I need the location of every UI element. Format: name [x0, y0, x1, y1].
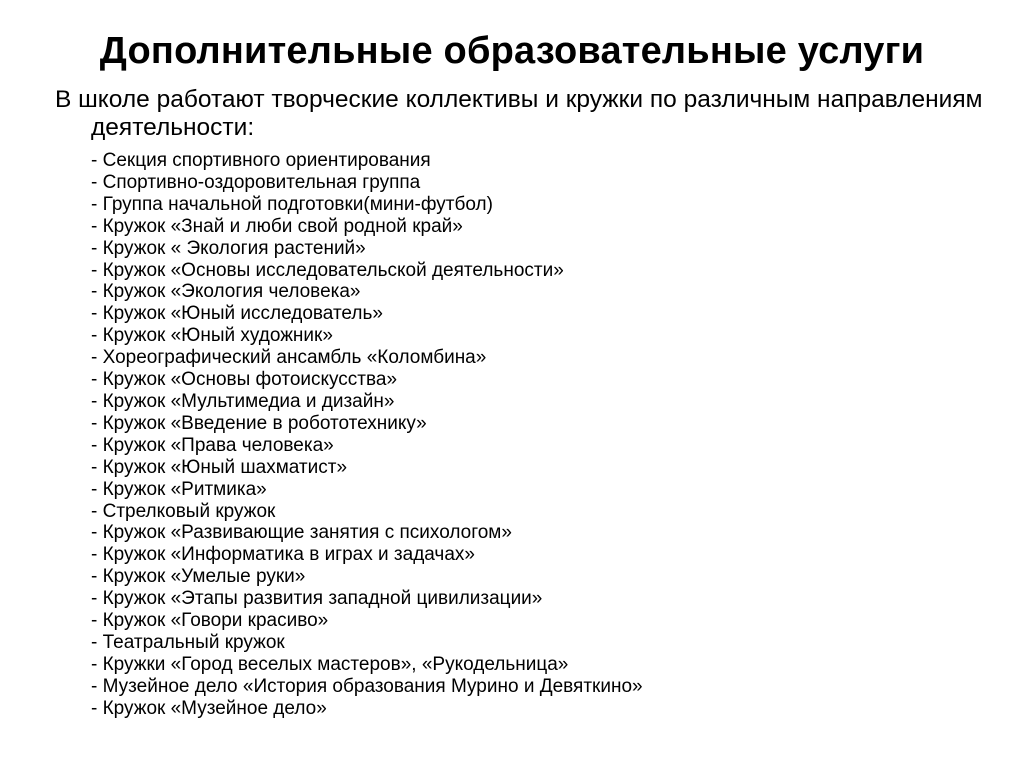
list-item: - Кружок «Говори красиво»: [91, 610, 329, 632]
list-item: - Группа начальной подготовки(мини-футбол): [91, 193, 493, 215]
list-item: - Стрелковый кружок: [91, 500, 276, 522]
list-item: - Кружок «Основы исследовательской деятельности»: [91, 259, 564, 281]
list-item: - Музейное дело «История образования Мурино и Девяткино»: [91, 675, 643, 697]
activities-list: [91, 150, 971, 720]
list-item: - Кружок «Экология человека»: [91, 281, 361, 303]
list-item: - Кружок «Юный шахматист»: [91, 456, 348, 478]
intro-paragraph: В школе работают творческие коллективы и кружки по различным направлениям деятельности:: [55, 86, 983, 141]
list-item: - Кружок «Информатика в играх и задачах»: [91, 544, 475, 566]
list-item: - Кружок «Юный художник»: [91, 325, 333, 347]
list-item: - Кружок «Этапы развития западной цивилизации»: [91, 588, 543, 610]
list-item: - Кружки «Город веселых мастеров», «Рукодельница»: [91, 653, 569, 675]
slide-title: Дополнительные образовательные услуги: [99, 30, 925, 72]
list-item: - Кружок «Мультимедиа и дизайн»: [91, 390, 395, 412]
list-item: - Кружок «Ритмика»: [91, 478, 267, 500]
list-item: - Кружок «Основы фотоискусства»: [91, 369, 398, 391]
list-item: - Кружок «Юный исследователь»: [91, 303, 383, 325]
list-item: - Театральный кружок: [91, 631, 285, 653]
list-item: - Кружок «Развивающие занятия с психологом»: [91, 522, 512, 544]
list-item: - Кружок «Введение в робототехнику»: [91, 412, 427, 434]
list-item: - Кружок «Знай и люби свой родной край»: [91, 215, 463, 237]
list-item: - Секция спортивного ориентирования: [91, 150, 431, 171]
list-item: - Кружок «Умелые руки»: [91, 566, 306, 588]
list-item: - Спортивно-оздоровительная группа: [91, 171, 421, 193]
list-item: - Кружок «Музейное дело»: [91, 697, 327, 719]
list-item: - Хореографический ансамбль «Коломбина»: [91, 347, 487, 369]
list-item: - Кружок « Экология растений»: [91, 237, 366, 259]
list-item: - Кружок «Права человека»: [91, 434, 334, 456]
